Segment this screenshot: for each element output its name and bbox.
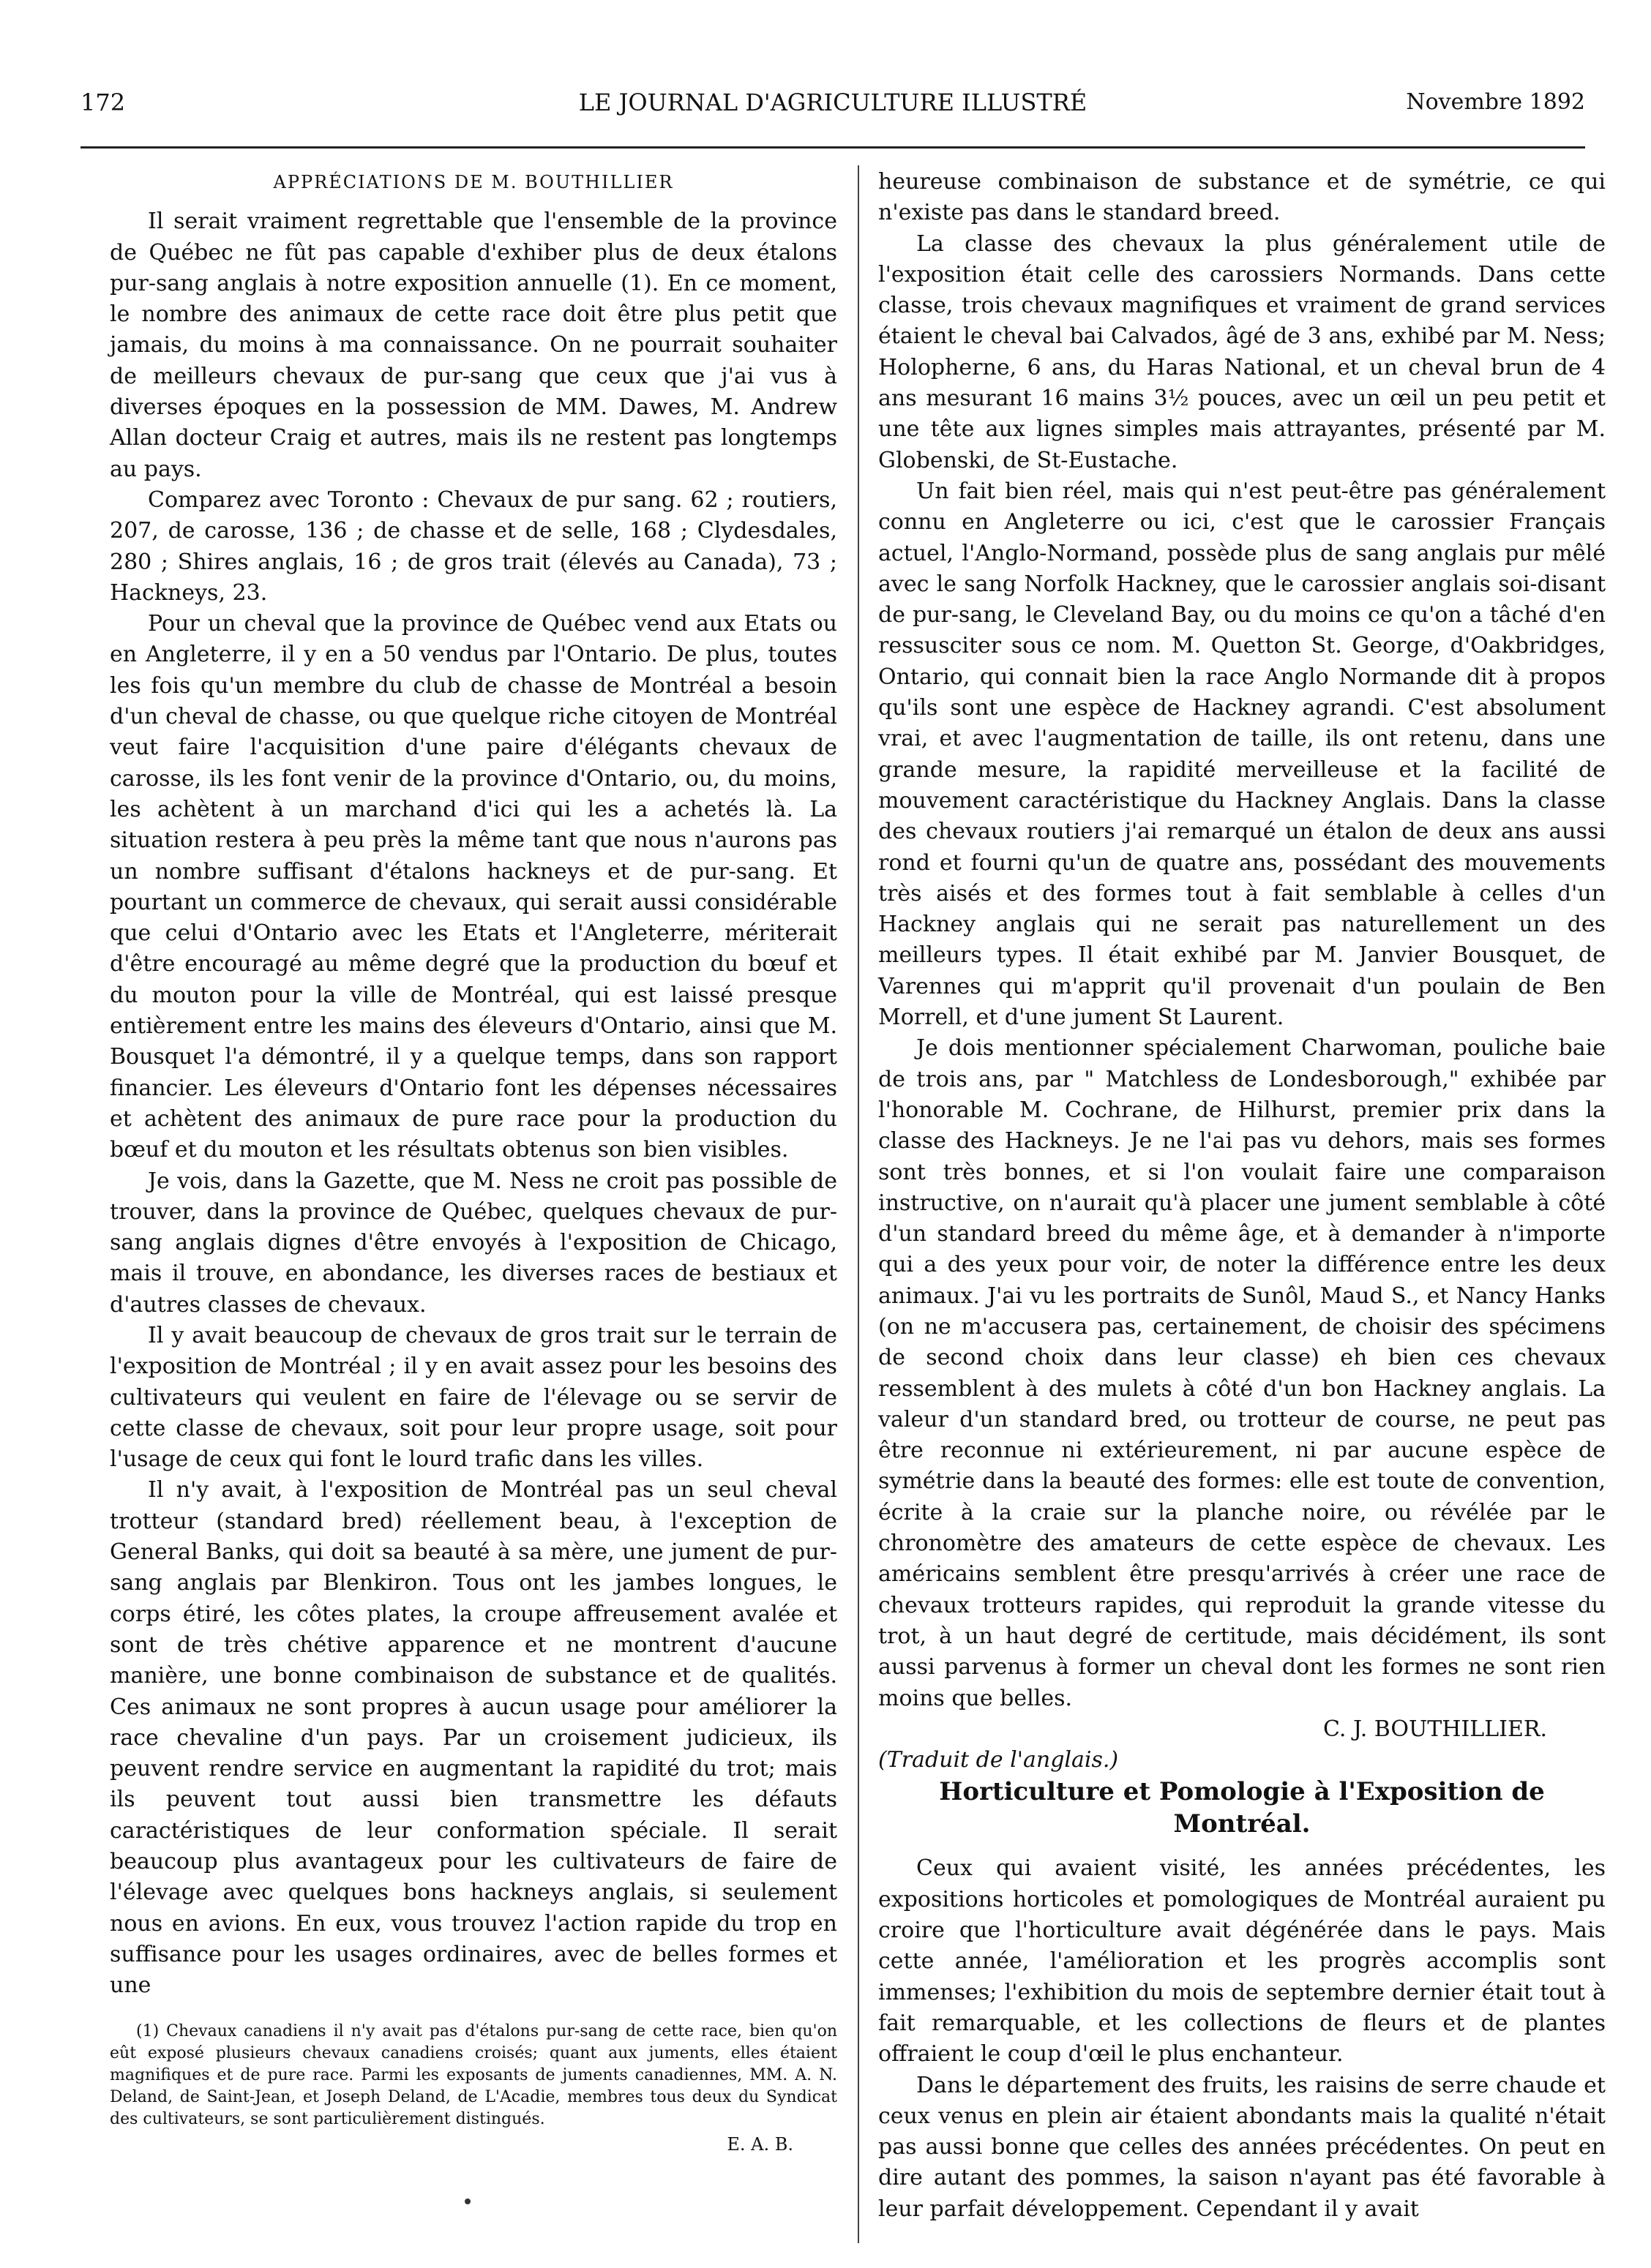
author-signature: C. J. BOUTHILLIER. [1323,1716,1547,1742]
header-rule [81,146,1585,149]
paragraph: Pour un cheval que la province de Québec vend aux Etats ou en Angleterre, il y en a 50 vendus par l'Ontario. De plus, toutes les fois qu'un membre du club de chasse de Montréal a besoin d'un cheval de chasse, ou que quelque riche citoyen de Montréal veut faire l'acquisition d'une paire d'élégants chevaux de carosse, ils les font venir de la province d'Ontario, ou, du moins, les achètent à un marchand d'ici qui les a achetés là. La situation restera à peu près la même tant que nous n'aurons pas un nombre suffisant d'étalons hackneys et de pur-sang. Et pourtant un commerce de chevaux, qui serait aussi considérable que celui d'Ontario avec les Etats et l'Angleterre, mériterait d'être encouragé au même degré que la production du bœuf et du mouton pour la ville de Montréal, qui est laissé presque entièrement entre les mains des éleveurs d'Ontario, ainsi que M. Bousquet l'a démontré, il y a quelque temps, dans son rapport financier. Les éleveurs d'Ontario font les dépenses nécessaires et achètent des animaux de pure race pour la production du bœuf et du mouton et les résultats obtenus son bien visibles. [110,611,837,1163]
paragraph: Je vois, dans la Gazette, que M. Ness ne croit pas possible de trouver, dans la province de Québec, quelques chevaux de pur-sang anglais dignes d'être envoyés à l'exposition de Chicago, mais il trouve, en abondance, les diverses races de bestiaux et d'autres classes de chevaux. [110,1168,837,1318]
paragraph: Ceux qui avaient visité, les années précédentes, les expositions horticoles et pomologiques de Montréal auraient pu croire que l'horticulture avait dégénérée dans le pays. Mais cette année, l'amélioration et les progrès accomplis sont immenses; l'exhibition du mois de septembre dernier était tout à fait remarquable, et les collections de fleurs et de plantes offraient le coup d'œil le plus enchanteur. [878,1855,1606,2068]
issue-date: Novembre 1892 [1406,89,1585,115]
paragraph: Je dois mentionner spécialement Charwoman, pouliche baie de trois ans, par " Matchless de Londesborough," exhibée par l'honorable M. Cochrane, de Hilhurst, premier prix dans la classe des Hackneys. Je ne l'ai pas vu dehors, mais ses formes sont très bonnes, et si l'on voulait faire une comparaison instructive, on n'aurait qu'à placer une jument semblable à côté d'un standard breed du même âge, et à demander à n'importe qui a des yeux pour voir, de noter la différence entre les deux animaux. J'ai vu les portraits de Sunôl, Maud S., et Nancy Hanks (on ne m'accusera pas, certainement, de choisir des spécimens de second choix dans leur classe) eh bien ces chevaux ressemblent à des mulets à côté d'un bon Hackney anglais. La valeur d'un standard bred, ou trotteur de course, ne peut pas être reconnue ni extérieurement, ni par aucune espèce de symétrie dans la beauté des formes: elle est toute de convention, écrite à la craie sur la planche noire, ou révélée par le chronomètre des amateurs de cette espèce de chevaux. Les américains semblent être presqu'arrivés à créer une race de chevaux trotteurs rapides, qui reproduit la grande vitesse du trot, à un haut degré de certitude, mais décidément, ils sont aussi parvenus à former un cheval dont les formes ne sont rien moins que belles. [878,1035,1606,1711]
running-header [81,86,1585,130]
footnote-text: (1) Chevaux canadiens il n'y avait pas d'étalons pur-sang de cette race, bien qu'on eût exposé plusieurs chevaux canadiens croisés; quant aux juments, elles étaient magnifiques et de pure race. Parmi les exposants de juments canadiennes, MM. A. N. Deland, de Saint-Jean, et Joseph Deland, de L'Acadie, membres tous deux du Syndicat des cultivateurs, se sont particulièrement distingués. [110,2021,837,2128]
left-column [110,167,837,2155]
journal-title: LE JOURNAL D'AGRICULTURE ILLUSTRÉ [578,89,1087,116]
page-number: 172 [81,89,126,116]
right-column [878,167,1606,2225]
section-subtitle: APPRÉCIATIONS DE M. BOUTHILLIER [273,172,674,192]
paragraph: Il y avait beaucoup de chevaux de gros trait sur le terrain de l'exposition de Montréal ; il y en avait assez pour les besoins des cultivateurs qui veulent en faire de l'élevage ou se servir de cette classe de chevaux, soit pour leur propre usage, soit pour l'usage de ceux qui font le lourd trafic dans les villes. [110,1322,837,1473]
paragraph: Il n'y avait, à l'exposition de Montréal pas un seul cheval trotteur (standard bred) réellement beau, à l'exception de General Banks, qui doit sa beauté à sa mère, une jument de pur-sang anglais par Blenkiron. Tous ont les jambes longues, le corps étiré, les côtes plates, la croupe affreusement avalée et sont de très chétive apparence et ne montrent d'aucune manière, une bonne combinaison de substance et de qualités. Ces animaux ne sont propres à aucun usage pour améliorer la race chevaline d'un pays. Par un croisement judicieux, ils peuvent rendre service en augmentant la rapidité du trot; mais ils peuvent tout aussi bien transmettre les défauts caractéristiques de leur conformation spéciale. Il serait beaucoup plus avantageux pour les cultivateurs de faire de l'élevage avec quelques bons hackneys anglais, si seulement nous en avions. En eux, vous trouvez l'action rapide du trop en suffisance pour les usages ordinaires, avec de belles formes et une [110,1477,837,1999]
column-divider [858,165,859,2243]
paragraph: Dans le département des fruits, les raisins de serre chaude et ceux venus en plein air étaient abondants mais la qualité n'était pas aussi bonne que celles des années précédentes. On peut en dire autant des pommes, la saison n'ayant pas été favorable à leur parfait développement. Cependant il y avait [878,2072,1606,2222]
footnote-initials: E. A. B. [727,2133,793,2155]
paragraph: Un fait bien réel, mais qui n'est peut-être pas généralement connu en Angleterre ou ici, c'est que le carossier Français actuel, l'Anglo-Normand, possède plus de sang anglais pur mêlé avec le sang Norfolk Hackney, que le carossier anglais soi-disant de pur-sang, le Cleveland Bay, ou du moins ce qu'on a tâché d'en ressusciter sous ce nom. M. Quetton St. George, d'Oakbridges, Ontario, qui connait bien la race Anglo Normande dit à propos qu'ils sont une espèce de Hackney agrandi. C'est absolument vrai, et avec l'augmentation de taille, ils ont retenu, dans une grande mesure, la rapidité merveilleuse et la facilité de mouvement caractéristique du Hackney Anglais. Dans la classe des chevaux routiers j'ai remarqué un étalon de deux ans aussi rond et fourni qu'un de quatre ans, possédant des mouvements très aisés et des formes tout à fait semblable à celles d'un Hackney anglais qui ne serait pas naturellement un des meilleurs types. Il était exhibé par M. Janvier Bousquet, de Varennes qui m'apprit qu'il provenait d'un poulain de Ben Morrell, et d'une jument St Laurent. [878,478,1606,1031]
paragraph: La classe des chevaux la plus généralement utile de l'exposition était celle des carossiers Normands. Dans cette classe, trois chevaux magnifiques et vraiment de grand services étaient le cheval bai Calvados, âgé de 3 ans, exhibé par M. Ness; Holopherne, 6 ans, du Haras National, et un cheval brun de 4 ans mesurant 16 mains 3½ pouces, avec un œil un peu petit et une tête aux lignes simples mais attrayantes, présenté par M. Globenski, de St-Eustache. [878,230,1606,473]
section-title: Horticulture et Pomologie à l'Exposition de Montréal. [939,1777,1545,1839]
paragraph: Comparez avec Toronto : Chevaux de pur sang. 62 ; routiers, 207, de carosse, 136 ; de chasse et de selle, 168 ; Clydesdales, 280 ; Shires anglais, 16 ; de gros trait (élevés au Canada), 73 ; Hackneys, 23. [110,487,837,606]
translation-note: (Traduit de l'anglais.) [878,1747,1119,1773]
paragraph: Il serait vraiment regrettable que l'ensemble de la province de Québec ne fût pas capable d'exhiber plus de deux étalons pur-sang anglais à notre exposition annuelle (1). En ce moment, le nombre des animaux de cette race doit être plus petit que jamais, du moins à ma connaissance. On ne pourrait souhaiter de meilleurs chevaux de pur-sang que ceux que j'ai vus à diverses époques en la possession de MM. Dawes, M. Andrew Allan docteur Craig et autres, mais ils ne restent pas longtemps au pays. [110,209,837,482]
footnote [110,2021,837,2155]
paragraph: heureuse combinaison de substance et de symétrie, ce qui n'existe pas dans le standard breed. [878,169,1606,226]
page-dot [465,2198,471,2204]
